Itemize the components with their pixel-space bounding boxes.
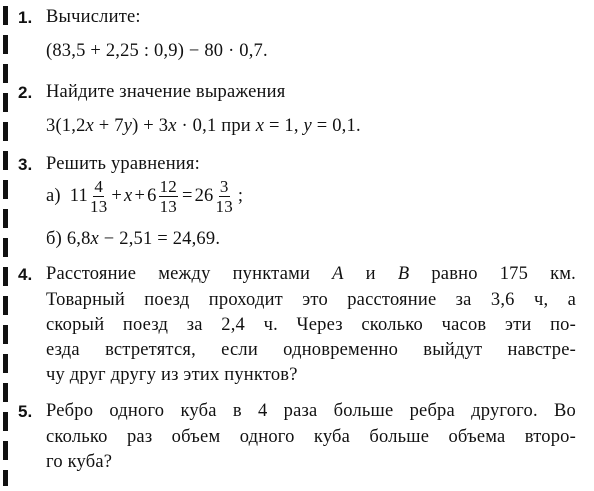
problem-expression: (83,5 + 2,25 : 0,9) − 80 · 0,7. (46, 41, 268, 61)
problem-title: Вычислите: (46, 7, 141, 27)
problem-number: 3. (18, 155, 33, 174)
problem-text-line: Расстояние между пунктами A и B равно 175 км. (46, 264, 577, 284)
problem-title: Решить уравнения: (46, 154, 200, 174)
problem-title: Найдите значение выражения (46, 82, 286, 102)
equation-b: б) 6,8x − 2,51 = 24,69. (46, 229, 221, 249)
problem-text-line: езда встретятся, если одновременно выйдут навстре- (46, 340, 576, 360)
problem-text-line: скорый поезд за 2,4 ч. Через сколько часов эти по- (46, 315, 576, 335)
problem-text-line: сколько раз объем одного куба больше объема второ- (46, 427, 576, 447)
fraction: $\frac{3}{13}$ (215, 177, 233, 216)
problem-text-line: го куба? (46, 452, 113, 472)
problem-expression: 3(1,2x + 7y) + 3x · 0,1 при x = 1, y = 0,1. (46, 116, 361, 136)
fraction: $\frac{12}{13}$ (159, 177, 177, 216)
fraction: $\frac{4}{13}$ (90, 177, 108, 216)
item-label: а) (46, 186, 61, 206)
problem-number: 2. (18, 83, 33, 102)
problem-text-line: чу друг другу из этих пунктов? (46, 365, 298, 385)
problem-number: 1. (18, 8, 33, 27)
margin-rule (3, 6, 8, 486)
problem-number: 5. (18, 402, 33, 421)
problem-text-line: Ребро одного куба в 4 раза больше ребра другого. Во (46, 401, 576, 421)
problem-text-line: Товарный поезд проходит это расстояние за 3,6 ч, а (46, 290, 576, 310)
equation-a: а) 11 $\frac{4}{13}$ + x + 6 $\frac{12}{13}$ = 26 $\frac{3}{13}$ ; (46, 177, 244, 216)
problem-number: 4. (18, 265, 33, 284)
